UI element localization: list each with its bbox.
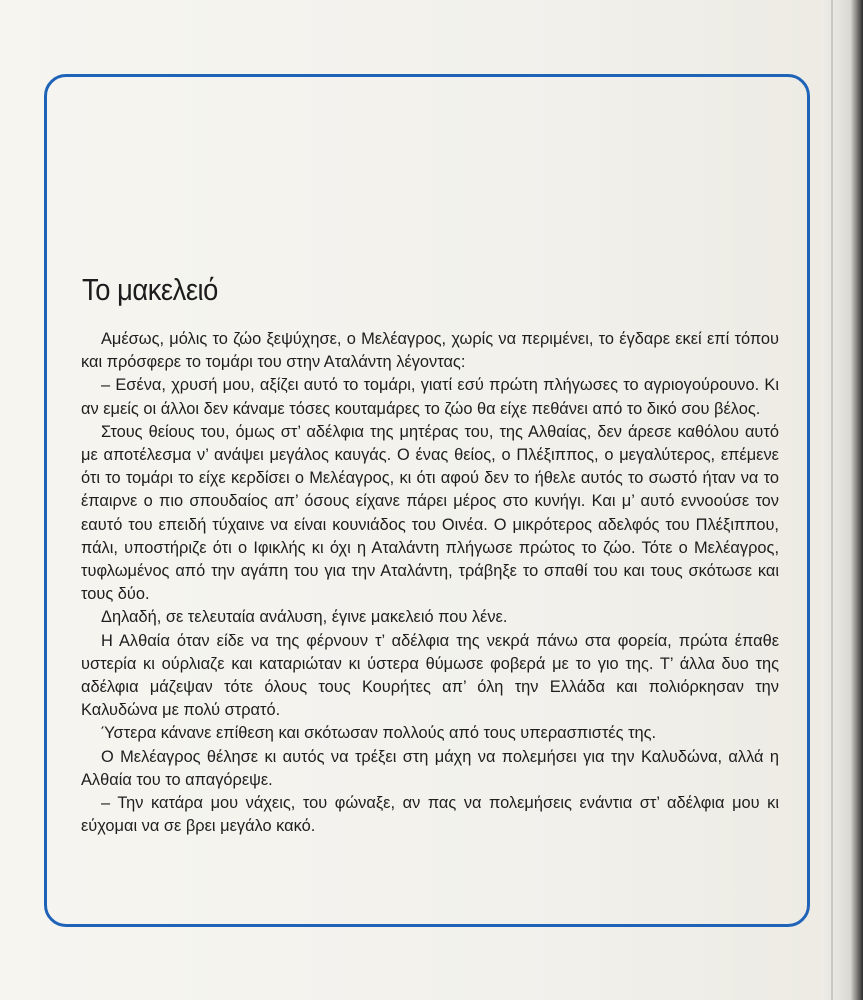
body-text	[81, 328, 779, 838]
paragraph: – Εσένα, χρυσή μου, αξίζει αυτό το τομάρι, γιατί εσύ πρώτη πλήγωσες το αγριογούρουνο. Κι αν εμείς οι άλλοι δεν κάναμε τόσες κουταμάρες το ζώο θα είχε πεθάνει από το δικό σου βέλος.	[81, 376, 779, 418]
paragraph: – Την κατάρα μου νάχεις, του φώναξε, αν πας να πολεμήσεις ενάντια στ’ αδέλφια μου κι εύχομαι να σε βρει μεγάλο κακό.	[81, 794, 779, 836]
paragraph: Ο Μελέαγρος θέλησε κι αυτός να τρέξει στη μάχη να πολεμήσει για την Καλυδώνα, αλλά η Αλθαία του το απαγόρεψε.	[81, 747, 779, 789]
page-crease	[831, 0, 833, 1000]
paragraph: Η Αλθαία όταν είδε να της φέρνουν τ’ αδέλφια της νεκρά πάνω στα φορεία, πρώτα έπαθε υστερία κι ούρλιαζε και καταριώταν κι ύστερα θύμωσε φοβερά με το γιο της. Τ’ άλλα δυο της αδέλφια μάζεψαν τότε όλους τους Κουρήτες απ’ όλη την Ελλάδα και πολιόρκησαν την Καλυδώνα με πολύ στρατό.	[81, 631, 779, 720]
paragraph: Ύστερα κάνανε επίθεση και σκότωσαν πολλούς από τους υπερασπιστές της.	[101, 724, 657, 743]
paragraph: Αμέσως, μόλις το ζώο ξεψύχησε, ο Μελέαγρος, χωρίς να περιμένει, το έγδαρε εκεί επί τόπου και πρόσφερε το τομάρι του στην Αταλάντη λέγοντας:	[81, 330, 779, 372]
chapter-title: Το μακελειό	[82, 272, 218, 307]
paragraph: Δηλαδή, σε τελευταία ανάλυση, έγινε μακελειό που λένε.	[101, 608, 508, 627]
paragraph: Στους θείους του, όμως στ’ αδέλφια της μητέρας του, της Αλθαίας, δεν άρεσε καθόλου αυτό με αποτέλεσμα ν’ ανάψει μεγάλος καυγάς. Ο ένας θείος, ο Πλέξιππος, ο μεγαλύτερος, επέμενε ότι το τομάρι το είχε κερδίσει ο Μελέαγρος, κι ότι αφού δεν το ήθελε αυτός το σωστό ήταν να το έπαιρνε ο πιο σπουδαίος απ’ όσους είχανε πάρει μέρος στο κυνήγι. Και μ’ αυτό εννοούσε τον εαυτό του επειδή τύχαινε να είναι κουνιάδος του Οινέα. Ο μικρότερος αδελφός του Πλέξιππου, πάλι, υποστήριζε ότι ο Ιφικλής κι όχι η Αταλάντη πλήγωσε πρώτος το ζώο. Τότε ο Μελέαγρος, τυφλωμένος από την αγάπη του για την Αταλάντη, τράβηξε το σπαθί του και τους σκότωσε και τους δύο.	[81, 422, 779, 604]
book-spine-edge	[821, 0, 863, 1000]
